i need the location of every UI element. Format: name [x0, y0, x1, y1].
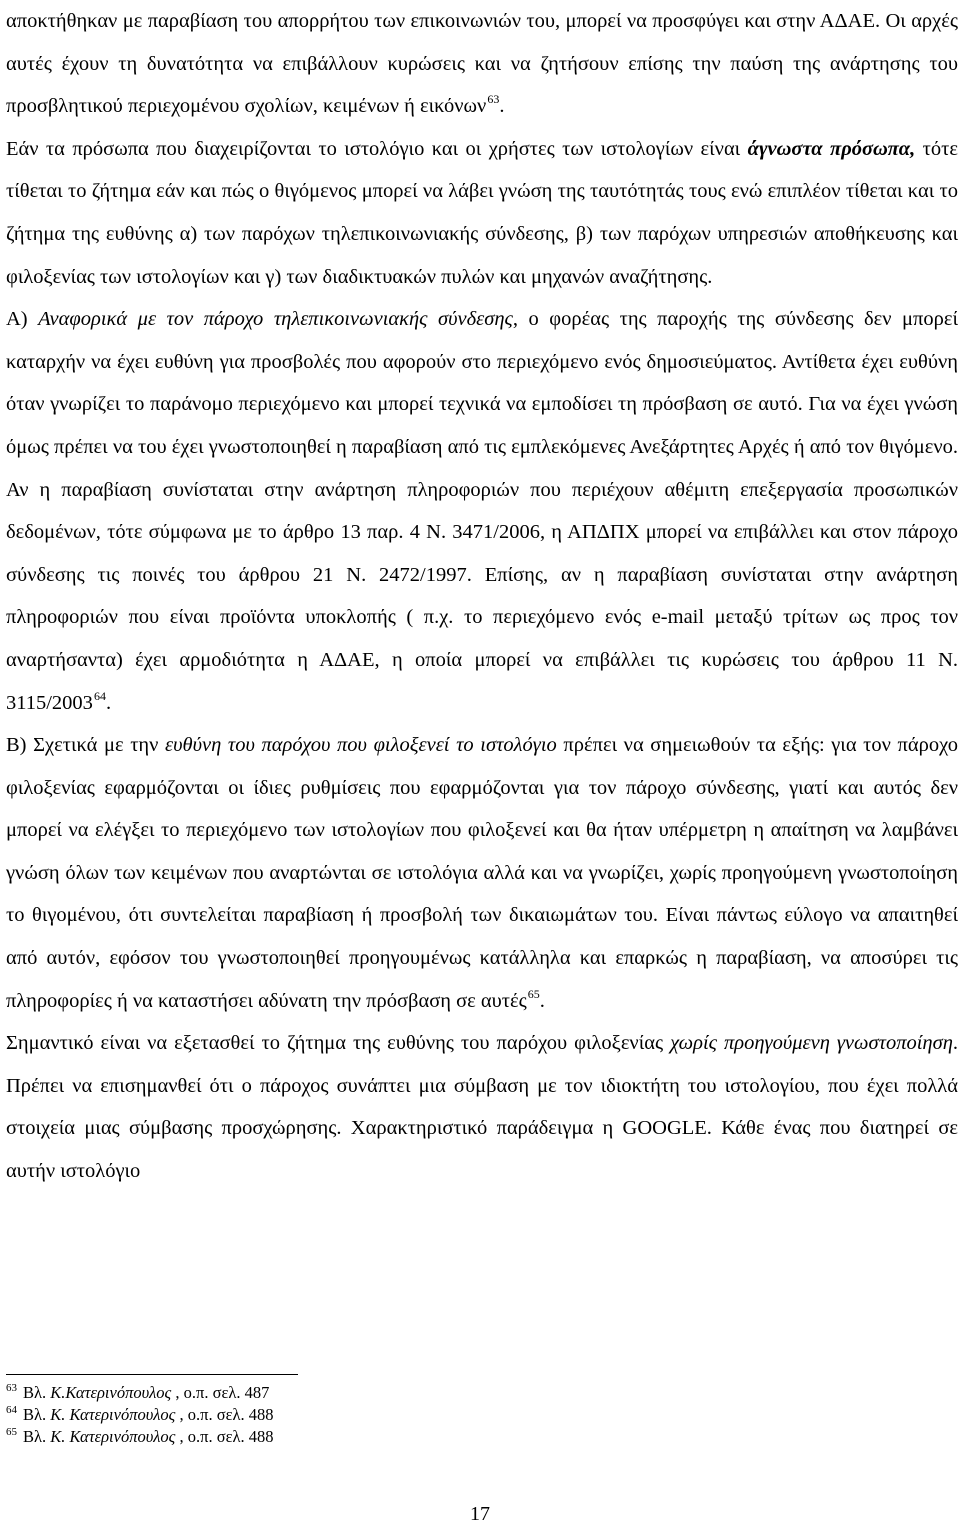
footnote-ref-65: 65 [527, 986, 540, 1001]
paragraph-5 [6, 1022, 958, 1192]
paragraph-1-text: αποκτήθηκαν με παραβίαση του απορρήτου των επικοινωνιών του, μπορεί να προσφύγει και στην ΑΔΑΕ. Οι αρχές αυτές έχουν τη δυνατότητα να επιβάλλουν κυρώσεις και να ζητήσουν επίσης την παύση της ανάρτησης του προσβλητικού περιεχομένου σχολίων, κειμένων ή εικόνων [6, 10, 958, 118]
footnote-number: 65 [6, 1426, 17, 1438]
paragraph-3-text: , ο φορέας της παροχής της σύνδεσης δεν μπορεί καταρχήν να έχει ευθύνη για προσβολές που αφορούν στο περιεχόμενο ενός δημοσιεύματος. Αντίθετα έχει ευθύνη όταν γνωρίζει το παράνομο περιεχόμενο και μπορεί τεχνικά να εμποδίσει τη πρόσβαση σε αυτό. Για να έχει γνώση όμως πρέπει να του έχει γνωστοποιηθεί η παραβίαση από τις εμπλεκόμενες Ανεξάρτητες Αρχές ή από τον θιγόμενο. Αν η παραβίαση συνίσταται στην ανάρτηση πληροφοριών που περιέχουν αθέμιτη επεξεργασία προσωπικών δεδομένων, τότε σύμφωνα με το άρθρο 13 παρ. 4 Ν. 3471/2006, η ΑΠΔΠΧ μπορεί να επιβάλλει και στον πάροχο σύνδεσης τις ποινές του άρθρου 21 Ν. 2472/1997. Επίσης, αν η παραβίαση συνίσταται στην ανάρτηση πληροφοριών που είναι προϊόντα υποκλοπής ( π.χ. το περιεχόμενο ενός e-mail μεταξύ τρίτων ως προς τον αναρτήσαντα) έχει αρμοδιότητα η ΑΔΑΕ, η οποία μπορεί να επιβάλλει τις κυρώσεις του άρθρου 11 Ν. 3115/2003 [6, 308, 958, 714]
paragraph-1-tail: . [499, 95, 505, 118]
body-text [6, 0, 958, 1193]
paragraph-2-lead: Εάν τα πρόσωπα που διαχειρίζονται το ιστολόγιο και οι χρήστες των ιστολογίων είναι [6, 137, 748, 160]
footnote-65 [6, 1426, 946, 1448]
footnote-number: 64 [6, 1404, 17, 1416]
footnote-ref-63: 63 [487, 92, 500, 107]
page-number: 17 [470, 1503, 490, 1525]
paragraph-4-emphasis: ευθύνη του παρόχου που φιλοξενεί το ιστολόγιο [165, 734, 557, 757]
paragraph-5-text: . Πρέπει να επισημανθεί ότι ο πάροχος συνάπτει μια σύμβαση με τον ιδιοκτήτη του ιστολογίου, που έχει πολλά στοιχεία μιας σύμβασης προσχώρησης. Χαρακτηριστικό παράδειγμα η GOOGLE. Κάθε ένας που διατηρεί σε αυτήν ιστολόγιο [6, 1032, 958, 1183]
paragraph-4-text: πρέπει να σημειωθούν τα εξής: για τον πάροχο φιλοξενίας εφαρμόζονται οι ίδιες ρυθμίσεις που εφαρμόζονται για τον πάροχο σύνδεσης, γιατί και αυτός δεν μπορεί να ελέγξει το περιεχόμενο των ιστολογίων που φιλοξενεί και θα ήταν υπέρμετρη η απαίτηση να λαμβάνει γνώση όλων των κειμένων που αναρτώνται σε ιστολόγια αλλά και να γνωρίζει, χωρίς προηγούμενη γνωστοποίηση το θιγομένου, ότι συντελείται παραβίαση ή προσβολή των δικαιωμάτων του. Είναι πάντως εύλογο να απαιτηθεί από αυτόν, εφόσον του γνωστοποιηθεί προηγουμένως κατάλληλα και επαρκώς η παραβίαση, να αποσύρει τις πληροφορίες ή να καταστήσει αδύνατη την πρόσβαση σε αυτές [6, 734, 958, 1012]
footnote-number: 63 [6, 1382, 17, 1394]
footnote-ref-64: 64 [93, 688, 106, 703]
paragraph-3 [6, 298, 958, 724]
paragraph-4 [6, 724, 958, 1022]
paragraph-5-lead: Σημαντικό είναι να εξετασθεί το ζήτημα της ευθύνης του παρόχου φιλοξενίας [6, 1032, 671, 1055]
paragraph-3-emphasis: Αναφορικά με τον πάροχο τηλεπικοινωνιακής σύνδεσης [38, 308, 513, 331]
paragraph-2 [6, 128, 958, 298]
footnote-author: Κ.Κατερινόπουλος [50, 1383, 172, 1402]
paragraph-2-text: τότε τίθεται το ζήτημα εάν και πώς ο θιγόμενος μπορεί να λάβει γνώση της ταυτότητάς τους ενώ επιπλέον τίθεται και το ζήτημα της ευθύνης α) των παρόχων τηλεπικοινωνιακής σύνδεσης, β) των παρόχων υπηρεσιών αποθήκευσης και φιλοξενίας των ιστολογίων και γ) των διαδικτυακών πυλών και μηχανών αναζήτησης. [6, 137, 958, 288]
paragraph-5-emphasis: χωρίς προηγούμενη γνωστοποίηση [670, 1032, 953, 1055]
footnote-separator [6, 1374, 298, 1375]
paragraph-4-tail: . [539, 989, 545, 1012]
paragraph-2-emphasis: άγνωστα πρόσωπα, [747, 137, 916, 160]
footnote-tail: , ο.π. σελ. 488 [175, 1405, 274, 1424]
footnote-author: Κ. Κατερινόπουλος [50, 1405, 176, 1424]
footnotes [6, 1382, 946, 1448]
paragraph-3-tail: . [105, 691, 112, 714]
paragraph-1 [6, 0, 958, 128]
footnote-lead: Βλ. [23, 1405, 51, 1424]
footnote-63 [6, 1382, 946, 1404]
paragraph-3-lead: Α) [6, 308, 39, 331]
paragraph-4-lead: Β) Σχετικά με την [6, 734, 166, 757]
footnote-tail: , ο.π. σελ. 488 [175, 1427, 274, 1446]
footnote-64 [6, 1404, 946, 1426]
footnote-tail: , ο.π. σελ. 487 [171, 1383, 270, 1402]
footnote-lead: Βλ. [23, 1383, 51, 1402]
footnote-lead: Βλ. [23, 1427, 51, 1446]
footnote-author: Κ. Κατερινόπουλος [50, 1427, 176, 1446]
